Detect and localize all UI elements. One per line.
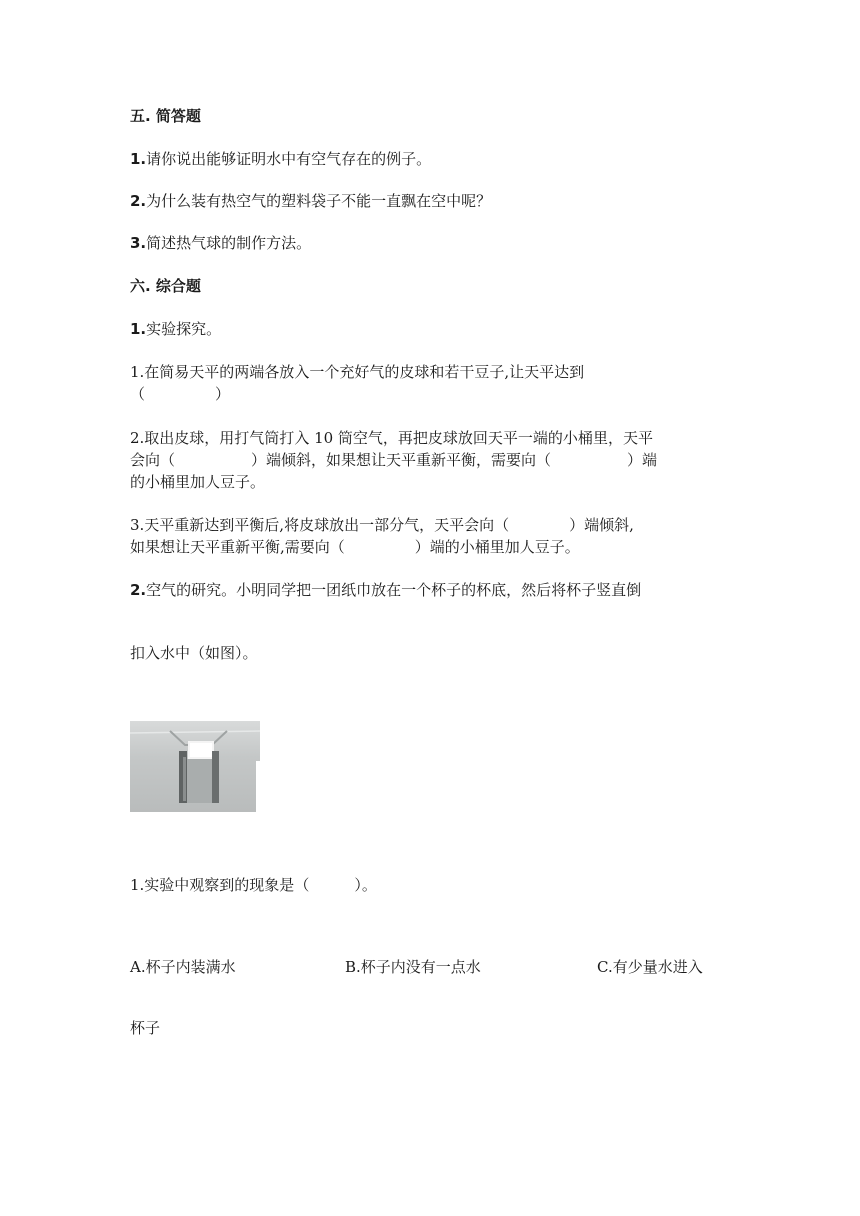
option-c[interactable]: C.有少量水进入 bbox=[597, 958, 703, 976]
question-number: 2. bbox=[130, 581, 147, 599]
section-5-question-2 bbox=[130, 190, 491, 212]
text-segment: 如果想让天平重新平衡,需要向（ bbox=[130, 538, 345, 556]
text-segment: ）端倾斜，如果想让天平重新平衡，需要向（ bbox=[251, 451, 552, 469]
sub-question-3-line-1 bbox=[130, 514, 634, 536]
question-text: 为什么装有热空气的塑料袋子不能一直飘在空中呢？ bbox=[146, 192, 492, 210]
experiment-photo-illustration bbox=[130, 721, 260, 812]
sub-question-1-line-2 bbox=[130, 383, 230, 405]
bracket-open: （ bbox=[130, 385, 146, 403]
option-a[interactable]: A.杯子内装满水 bbox=[130, 958, 236, 976]
question-text: 简述热气球的制作方法。 bbox=[146, 234, 312, 252]
section-6-title: 六. 综合题 bbox=[130, 277, 201, 295]
question-number: 1. bbox=[130, 320, 147, 338]
question-number: 3. bbox=[130, 234, 147, 252]
text-segment: ）端倾斜, bbox=[569, 516, 634, 534]
sub-question-2-line-2 bbox=[130, 449, 657, 471]
question-text: 实验探究。 bbox=[146, 320, 222, 338]
sub-question-2-line-1: 2.取出皮球，用打气筒打入 10 筒空气，再把皮球放回天平一端的小桶里，天平 bbox=[130, 429, 653, 447]
section-5-question-1 bbox=[130, 148, 431, 170]
sub-question-observation: 1.实验中观察到的现象是（ ）。 bbox=[130, 876, 377, 894]
section-6-question-2-line-1 bbox=[130, 579, 641, 601]
sub-question-2-line-3: 的小桶里加人豆子。 bbox=[130, 473, 266, 491]
sub-question-1-line-1: 1.在简易天平的两端各放入一个充好气的皮球和若干豆子,让天平达到 bbox=[130, 363, 585, 381]
text-segment: 3.天平重新达到平衡后,将皮球放出一部分气，天平会向（ bbox=[130, 516, 510, 534]
sub-question-3-line-2 bbox=[130, 536, 580, 558]
text-segment: 会向（ bbox=[130, 451, 176, 469]
question-text: 空气的研究。小明同学把一团纸巾放在一个杯子的杯底，然后将杯子竖直倒 bbox=[146, 581, 642, 599]
question-number: 2. bbox=[130, 192, 147, 210]
section-6-question-1 bbox=[130, 318, 221, 340]
bracket-close: ） bbox=[215, 385, 231, 403]
question-text: 请你说出能够证明水中有空气存在的例子。 bbox=[146, 150, 432, 168]
option-c-continued: 杯子 bbox=[130, 1019, 161, 1037]
question-number: 1. bbox=[130, 150, 147, 168]
section-5-question-3 bbox=[130, 232, 311, 254]
section-6-question-2-line-2: 扣入水中（如图）。 bbox=[130, 644, 258, 662]
option-b[interactable]: B.杯子内没有一点水 bbox=[345, 958, 481, 976]
text-segment: ）端的小桶里加人豆子。 bbox=[414, 538, 580, 556]
section-5-title: 五. 简答题 bbox=[130, 107, 201, 125]
experiment-photo bbox=[130, 721, 260, 812]
text-segment: ）端 bbox=[627, 451, 658, 469]
